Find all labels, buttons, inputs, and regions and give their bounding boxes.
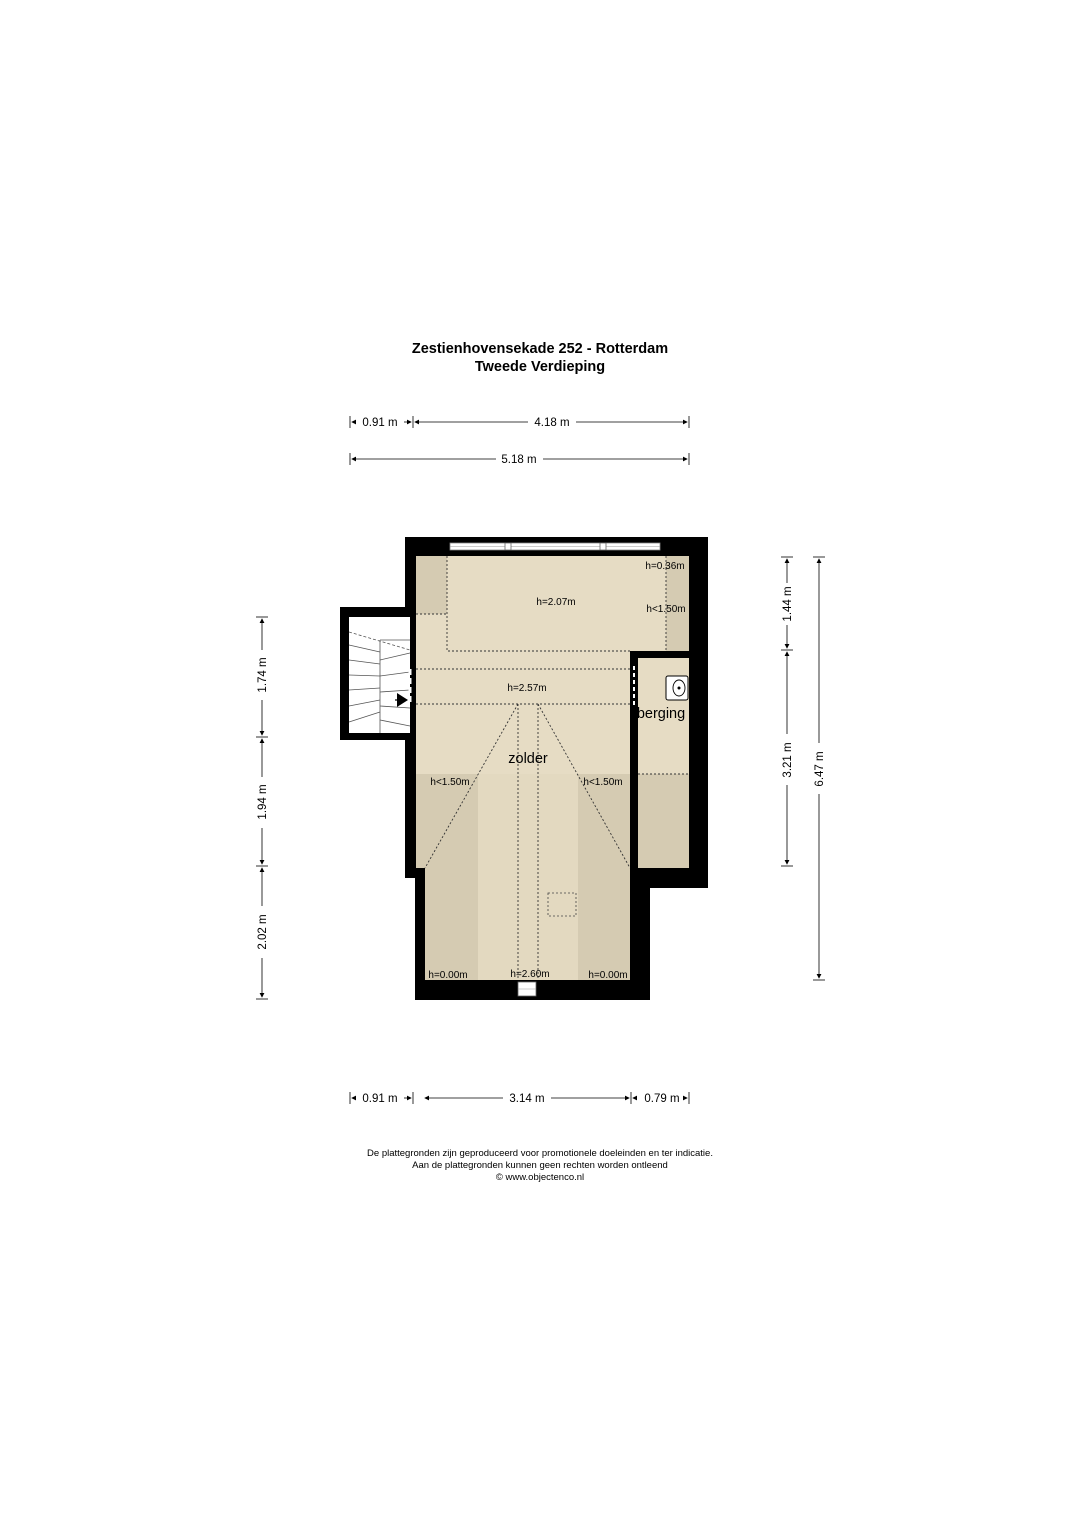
skylight-window <box>450 543 660 550</box>
height-top-right-side: h<1.50m <box>646 604 686 615</box>
height-right-slope: h<1.50m <box>583 777 623 788</box>
dim-bottom-left: 0.91 m <box>362 1093 398 1105</box>
height-bottom-center: h=2.60m <box>510 969 550 980</box>
dim-left-1: 1.74 m <box>257 657 269 693</box>
dim-left-3: 2.02 m <box>257 914 269 950</box>
height-bottom-right: h=0.00m <box>588 970 628 981</box>
disclaimer-line-1: De plattegronden zijn geproduceerd voor promotionele doeleinden en ter indicatie. <box>367 1148 713 1159</box>
bottom-window <box>518 982 536 996</box>
height-bottom-left: h=0.00m <box>428 970 468 981</box>
copyright-link[interactable]: © www.objectenco.nl <box>495 1172 585 1183</box>
dim-top-total: 5.18 m <box>501 454 537 466</box>
dim-right-1: 1.44 m <box>782 586 794 622</box>
dim-bottom-right: 0.79 m <box>644 1093 680 1105</box>
dim-right-total: 6.47 m <box>814 751 826 787</box>
dim-right-2: 3.21 m <box>782 742 794 778</box>
room-label-berging: berging <box>636 706 686 722</box>
height-top-right-corner: h=0.36m <box>645 561 685 572</box>
dim-top-left: 0.91 m <box>362 417 398 429</box>
room-label-zolder: zolder <box>508 751 548 767</box>
disclaimer-line-2: Aan de plattegronden kunnen geen rechten worden ontleend <box>412 1160 668 1171</box>
height-top-center: h=2.07m <box>536 597 576 608</box>
height-middle: h=2.57m <box>507 683 547 694</box>
height-left-slope: h<1.50m <box>430 777 470 788</box>
plan-subtitle: Tweede Verdieping <box>474 359 606 375</box>
dim-bottom-mid: 3.14 m <box>509 1093 545 1105</box>
sink-icon <box>666 676 688 700</box>
dim-top-right: 4.18 m <box>534 417 570 429</box>
plan-title: Zestienhovensekade 252 - Rotterdam <box>411 341 669 357</box>
dim-left-2: 1.94 m <box>257 784 269 820</box>
